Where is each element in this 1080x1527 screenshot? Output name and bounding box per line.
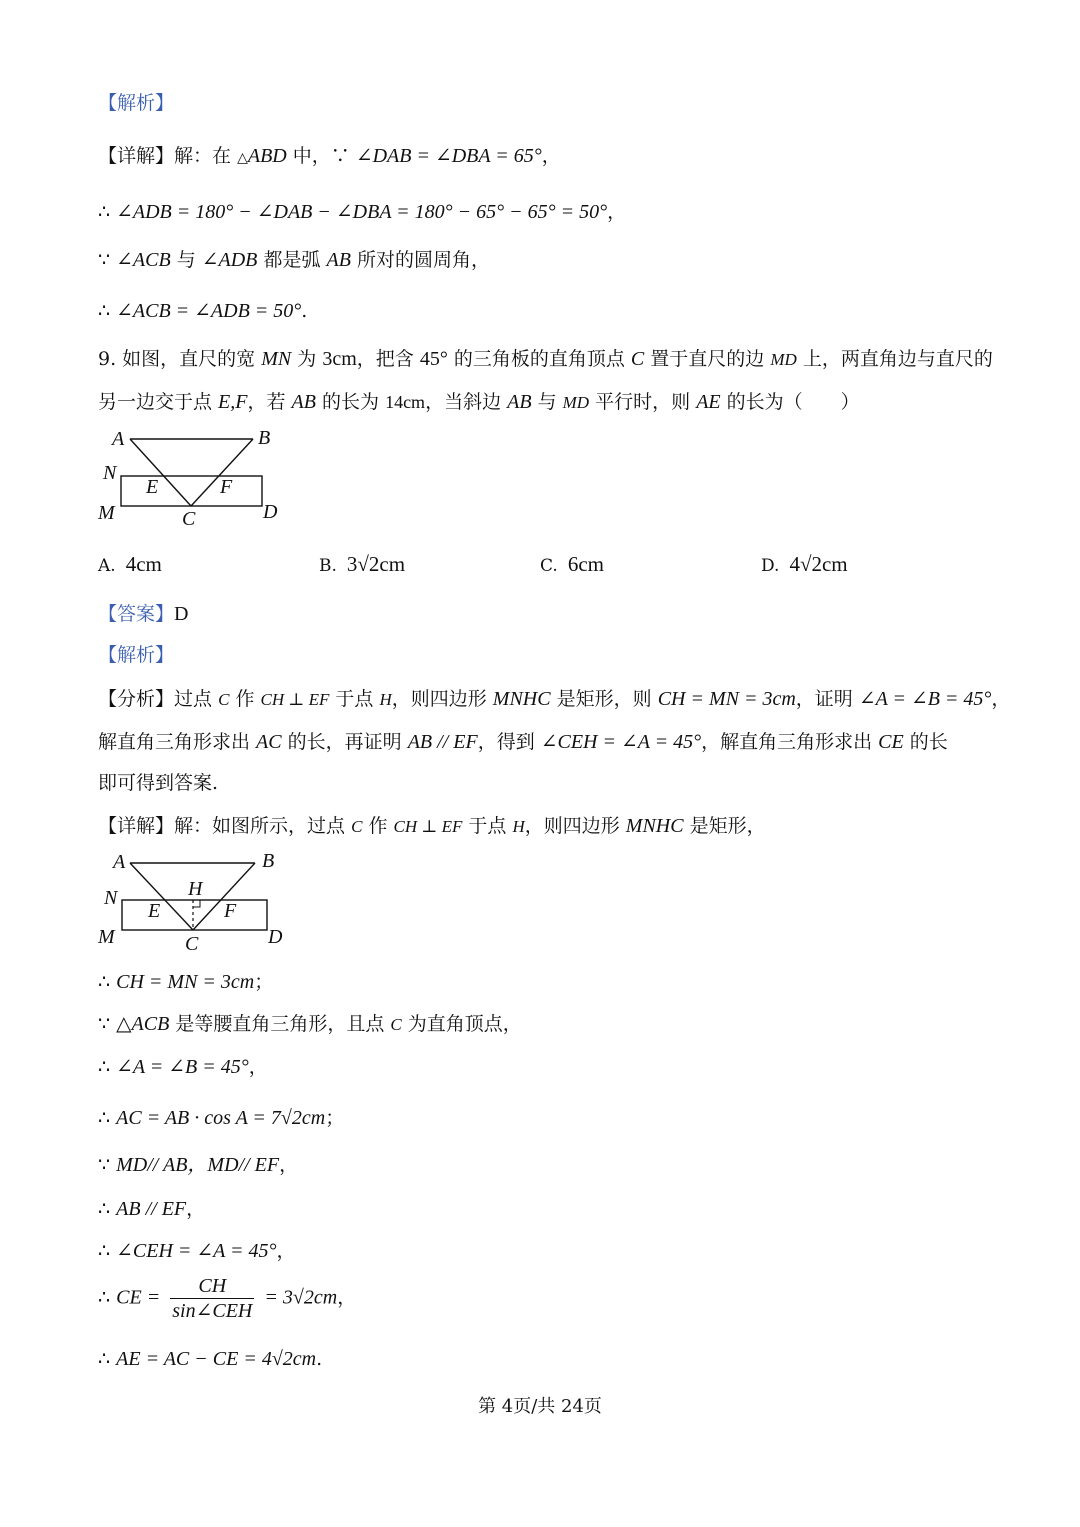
step-line: ∵ ∠ACB 与 ∠ADB 都是弧 AB 所对的圆周角， [98,249,490,271]
ruler-rectangle [121,476,262,506]
ruler-triangle-figure-with-h [90,849,300,957]
question-number: 9. [98,348,117,370]
page-footer: 第 4页/共 24页 [478,1396,602,1417]
label-m: M [98,502,115,524]
angle-equation: ∠ACB = ∠ADB = 50° [116,300,302,322]
label-n: N [103,462,117,484]
label-e: E [148,900,161,922]
label-n: N [104,887,118,909]
detail-tag: 【详解】 [98,145,175,167]
step-line: ∴ AE = AC − CE = 4√2cm. [98,1348,323,1370]
step-line: ∴ CH = MN = 3cm； [98,971,274,993]
fraction-numerator: CH [170,1274,254,1299]
answer-value: D [174,603,189,625]
question-9-line-1: 9. 如图，直尺的宽 MN 为 3cm，把含 45° 的三角板的直角顶点 C 置于直尺的边 MD 上，两直角边与直尺的 [98,348,993,370]
segment-ac [130,863,193,930]
step-line: ∴ ∠ADB = 180° − ∠DAB − ∠DBA = 180° − 65° − 65° = 50°， [98,201,627,223]
label-f: F [224,900,237,922]
label-d: D [268,926,283,948]
angle-equation: ∠DAB = ∠DBA = 65° [355,145,542,167]
step-line: ∴ AB // EF， [98,1198,206,1220]
option-d[interactable]: D. 4√2cm [761,552,848,576]
step-line: ∵ MD// AB，MD// EF， [98,1154,299,1176]
step-line: ∴ AC = AB · cos A = 7√2cm； [98,1107,345,1129]
label-a: A [112,428,125,450]
answer-line [98,602,188,626]
jiexi-tag-2: 【解析】 [98,644,175,666]
analysis-line-3: 即可得到答案. [98,772,219,794]
analysis-tag: 【分析】 [98,688,175,710]
fraction [170,1274,254,1323]
label-a: A [113,851,126,873]
label-b: B [258,427,271,449]
option-c[interactable]: C. 6cm [540,552,604,576]
triangle-symbol: △ [237,150,248,166]
step-line: ∴ ∠ACB = ∠ADB = 50°. [98,300,308,322]
ruler-rectangle [122,900,267,930]
right-angle-mark [193,900,200,907]
option-a[interactable]: A. 4cm [98,552,162,576]
ruler-triangle-figure [90,425,290,533]
jiexi-tag-1: 【解析】 [98,92,175,114]
fraction-denominator: sin∠CEH [172,1300,253,1322]
step-line: ∵ △ACB 是等腰直角三角形，且点 C 为直角顶点， [98,1013,522,1035]
angle-equation: ∠ADB = 180° − ∠DAB − ∠DBA = 180° − 65° − 65° = 50° [116,201,608,223]
step-line-fraction: ∴ CE = $\frac{CH}{\text{sin∠CEH}}$ = 3√2cm， [98,1275,357,1322]
analysis-line-2: 解直角三角形求出 AC 的长，再证明 AB // EF，得到 ∠CEH = ∠A = 45°，解直角三角形求出 CE 的长 [98,731,948,753]
step-line: ∴ ∠A = ∠B = 45°， [98,1056,268,1078]
detail-tag: 【详解】 [98,815,175,837]
label-m: M [98,926,115,948]
option-b[interactable]: B. 3√2cm [319,552,406,576]
label-b: B [262,850,275,872]
label-c: C [185,933,199,955]
label-e: E [146,476,159,498]
label-h: H [188,878,203,900]
segment-ac [130,439,191,506]
analysis-line-1: 【分析】过点 C 作 CH ⊥ EF 于点 H，则四边形 MNHC 是矩形，则 CH = MN = 3cm，证明 ∠A = ∠B = 45°， [98,688,1011,710]
question-9-line-2: 另一边交于点 E,F，若 AB 的长为 14cm，当斜边 AB 与 MD 平行时，则 AE 的长为（ ） [98,391,860,413]
detail-line-1: 【详解】解：在 △ABD 中，∵ ∠DAB = ∠DBA = 65°， [98,145,561,167]
label-f: F [220,476,233,498]
step-line: ∴ ∠CEH = ∠A = 45°， [98,1240,296,1262]
answer-tag: 【答案】 [98,603,175,625]
label-c: C [182,508,196,530]
label-d: D [263,501,278,523]
detail-line-2: 【详解】解：如图所示，过点 C 作 CH ⊥ EF 于点 H，则四边形 MNHC 是矩形， [98,815,766,837]
